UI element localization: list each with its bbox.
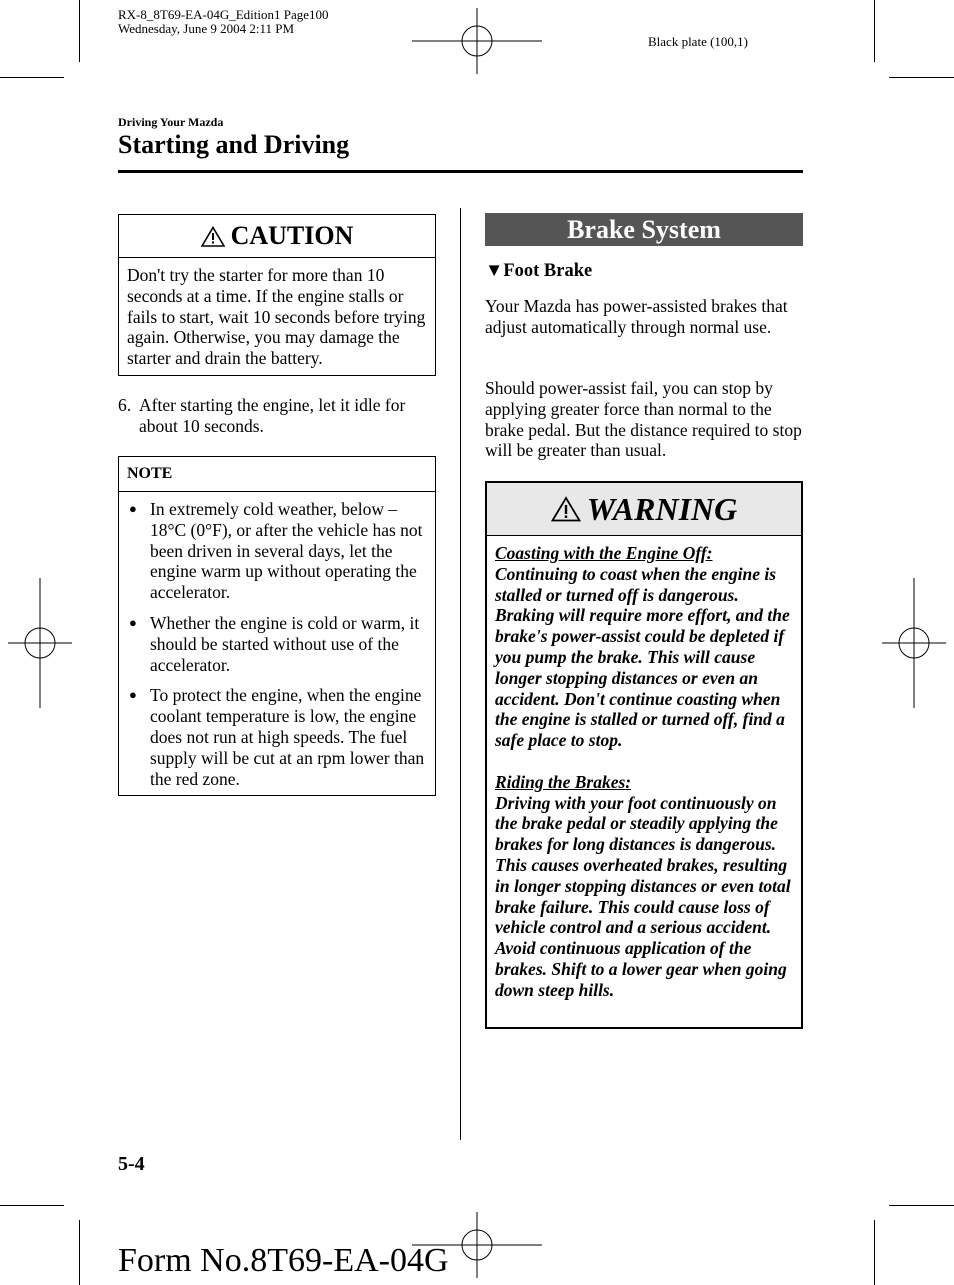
note-header: NOTE xyxy=(119,457,435,492)
registration-mark-right xyxy=(882,578,946,708)
note-bullet-text: Whether the engine is cold or warm, it should be started without use of the accelerator. xyxy=(150,612,420,675)
registration-mark-top xyxy=(412,8,542,74)
header-rule xyxy=(118,170,803,173)
registration-mark-left xyxy=(8,578,72,708)
crop-mark xyxy=(79,1220,80,1285)
note-bullet xyxy=(127,499,427,603)
warning-triangle-icon xyxy=(201,226,225,247)
warning-box xyxy=(485,481,803,1029)
page-number: 5-4 xyxy=(118,1153,145,1175)
print-header-line2: Wednesday, June 9 2004 2:11 PM xyxy=(118,21,295,36)
crop-mark xyxy=(874,1220,875,1285)
triangle-down-icon: ▼ xyxy=(485,261,504,281)
note-bullet xyxy=(127,613,427,675)
section-label: Driving Your Mazda xyxy=(118,115,224,129)
foot-brake-subhead xyxy=(485,261,592,282)
bullet-icon: ● xyxy=(129,614,137,630)
brake-system-banner: Brake System xyxy=(485,213,803,246)
warning-triangle-icon xyxy=(551,496,581,522)
chapter-title: Starting and Driving xyxy=(118,130,350,159)
foot-brake-para1: Your Mazda has power-assisted brakes that adjust automatically through normal use. xyxy=(485,296,788,337)
note-body xyxy=(119,492,435,797)
caution-title: CAUTION xyxy=(230,221,354,250)
note-bullet-text: To protect the engine, when the engine coolant temperature is low, the engine does not run at high speeds. The fuel supply will be cut at an rpm lower than the red zone. xyxy=(150,685,425,789)
crop-mark xyxy=(889,1205,954,1206)
bullet-icon: ● xyxy=(129,501,137,516)
caution-header xyxy=(119,215,435,258)
warning-body xyxy=(487,536,801,1008)
warning-item1-text: Continuing to coast when the engine is stalled or turned off is dangerous. Braking will require more effort, and the brake's power-assist could be depleted if you pump the brake. This will cause longer stopping distances or even an accident. Don't continue coasting when the engine is stalled or turned off, find a safe place to stop. xyxy=(495,563,790,751)
step-6 xyxy=(118,395,436,437)
note-bullet-text: In extremely cold weather, below –18°C (0°F), or after the vehicle has not been driven in several days, let the engine warm up without operating the accelerator. xyxy=(150,499,423,603)
crop-mark xyxy=(0,1205,64,1206)
crop-mark xyxy=(874,0,875,62)
crop-mark xyxy=(0,77,64,78)
plate-label: Black plate (100,1) xyxy=(648,34,748,49)
bullet-icon: ● xyxy=(129,687,137,703)
warning-item2-title: Riding the Brakes: xyxy=(495,771,632,792)
warning-item1-title: Coasting with the Engine Off: xyxy=(495,543,713,563)
subhead-text: Foot Brake xyxy=(503,261,593,281)
print-header xyxy=(118,8,329,36)
foot-brake-para2: Should power-assist fail, you can stop by applying greater force than normal to the brake pedal. But the distance required to stop will be greater than usual. xyxy=(485,378,802,461)
print-header-line1: RX-8_8T69-EA-04G_Edition1 Page100 xyxy=(118,7,329,22)
note-bullet xyxy=(127,685,427,789)
form-number: Form No.8T69-EA-04G xyxy=(118,1242,449,1279)
step-number: 6. xyxy=(118,395,132,415)
warning-header xyxy=(487,483,801,536)
step-text: After starting the engine, let it idle for about 10 seconds. xyxy=(139,395,406,436)
caution-box xyxy=(118,214,436,376)
warning-title: WARNING xyxy=(586,490,738,527)
crop-mark xyxy=(889,77,954,78)
caution-text: Don't try the starter for more than 10 seconds at a time. If the engine stalls or fails to start, wait 10 seconds before trying again. Otherwise, you may damage the starter and drain the battery. xyxy=(127,265,426,369)
crop-mark xyxy=(79,0,80,62)
warning-item2-text: Driving with your foot continuously on the brake pedal or steadily applying the brakes for long distances is dangerous. This causes overheated brakes, resulting in longer stopping distances or even total brake failure. This could cause loss of vehicle control and a serious accident. Avoid continuous application of the brakes. Shift to a lower gear when going down steep hills. xyxy=(495,792,791,1000)
column-divider xyxy=(460,208,461,1140)
note-box xyxy=(118,456,436,796)
